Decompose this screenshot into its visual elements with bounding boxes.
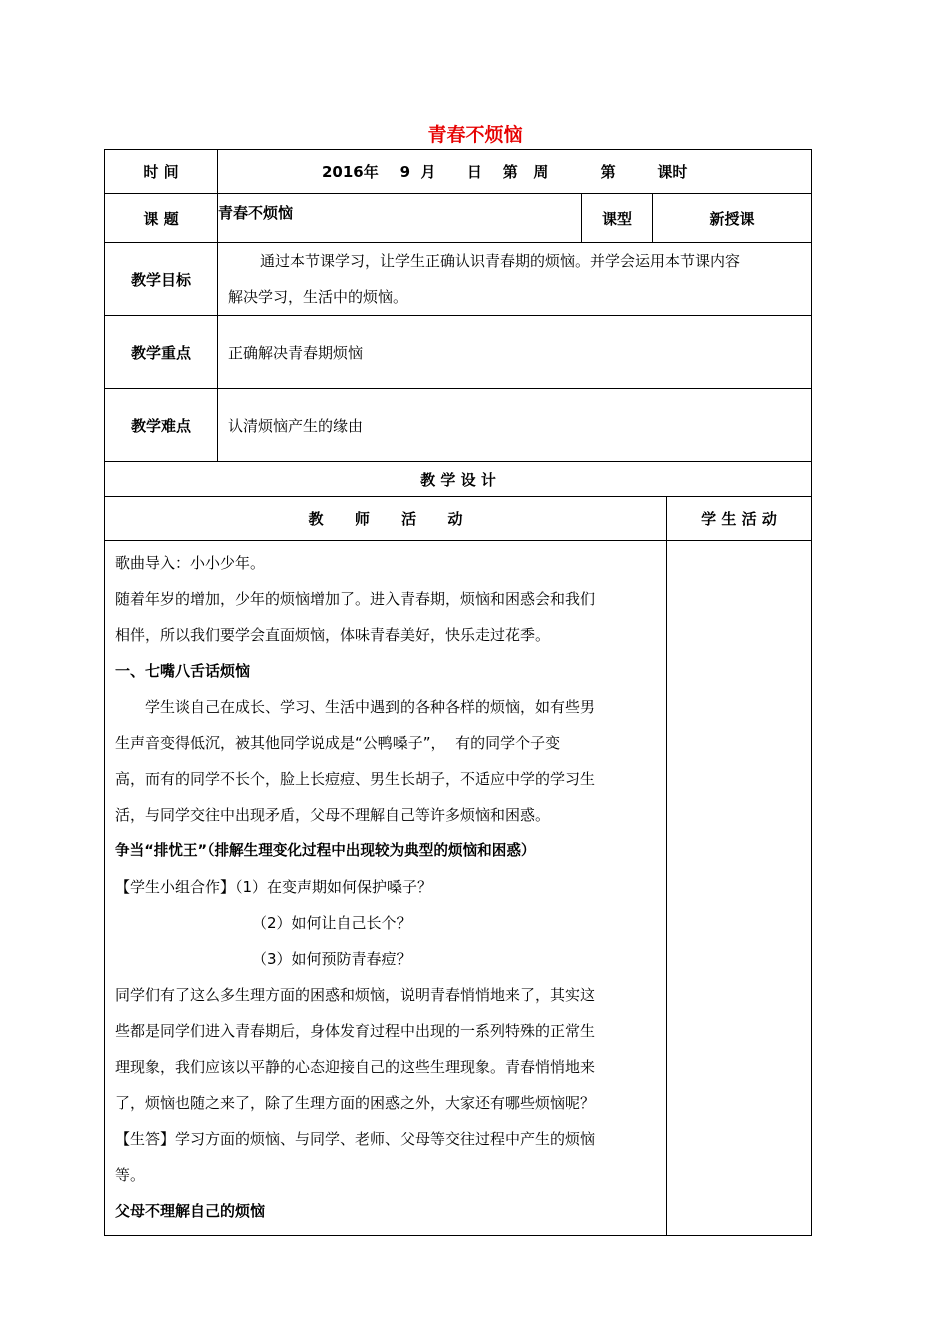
- section-heading: 一、七嘴八舌话烦恼: [115, 662, 251, 680]
- page-title: 青春不烦恼: [427, 124, 523, 146]
- time-row: [105, 150, 812, 194]
- topic-label: 课 题: [105, 194, 218, 243]
- goal-row: [105, 243, 812, 316]
- para-line: 【生答】学习方面的烦恼、与同学、老师、父母等交往过程中产生的烦恼: [115, 1130, 596, 1148]
- design-heading: 教 学 设 计: [105, 462, 812, 497]
- section-heading: 父母不理解自己的烦恼: [115, 1202, 266, 1220]
- topic-row: [105, 194, 812, 243]
- para-line: 些都是同学们进入青春期后，身体发育过程中出现的一系列特殊的正常生: [115, 1022, 596, 1040]
- para-line: 学生谈自己在成长、学习、生活中遇到的各种各样的烦恼，如有些男: [145, 698, 596, 716]
- para-line: 理现象，我们应该以平静的心态迎接自己的这些生理现象。青春悄悄地来: [115, 1058, 596, 1076]
- para-line: 相伴，所以我们要学会直面烦恼，体味青春美好，快乐走过花季。: [115, 626, 551, 644]
- key-point-label: 教学重点: [105, 316, 218, 389]
- teacher-activity-content: [105, 541, 667, 1236]
- activity-header-row: [105, 497, 812, 541]
- goal-line-1: 通过本节课学习，让学生正确认识青春期的烦恼。并学会运用本节课内容: [260, 252, 741, 270]
- para-line: 活，与同学交往中出现矛盾，父母不理解自己等许多烦恼和困惑。: [115, 806, 551, 824]
- para-line: 生声音变得低沉，被其他同学说成是“公鸭嗓子”， 有的同学个子变: [115, 734, 561, 752]
- topic-value: 青春不烦恼: [218, 194, 582, 243]
- difficulty-row: [105, 389, 812, 462]
- key-point-row: [105, 316, 812, 389]
- section-heading: 争当“排忧王”（排解生理变化过程中出现较为典型的烦恼和困惑）: [115, 842, 536, 859]
- lesson-type-label: 课型: [582, 194, 653, 243]
- intro-line: 歌曲导入：小小少年。: [115, 554, 266, 572]
- question-line: 【学生小组合作】（1）在变声期如何保护嗓子？: [115, 878, 433, 896]
- goal-value: [218, 243, 812, 316]
- para-line: 随着年岁的增加，少年的烦恼增加了。进入青春期，烦恼和困惑会和我们: [115, 590, 596, 608]
- time-label: 时 间: [105, 150, 218, 194]
- para-line: 等。: [115, 1166, 146, 1184]
- question-line: （2）如何让自己长个？: [252, 914, 412, 932]
- goal-label: 教学目标: [105, 243, 218, 316]
- student-activity-heading: 学 生 活 动: [667, 497, 812, 541]
- para-line: 同学们有了这么多生理方面的困惑和烦恼，说明青春悄悄地来了，其实这: [115, 986, 596, 1004]
- time-value-cell: [218, 150, 812, 194]
- design-row: [105, 462, 812, 497]
- lesson-type-value: 新授课: [653, 194, 812, 243]
- para-line: 高，而有的同学不长个，脸上长痘痘、男生长胡子，不适应中学的学习生: [115, 770, 596, 788]
- teacher-activity-heading: 教 师 活 动: [105, 497, 667, 541]
- difficulty-value: 认清烦恼产生的缘由: [218, 389, 812, 462]
- lesson-plan-table: [104, 149, 812, 1236]
- time-value: 2016年 9 月 日 第 周 第 课时: [322, 163, 688, 181]
- activity-content-row: [105, 541, 812, 1236]
- difficulty-label: 教学难点: [105, 389, 218, 462]
- key-point-value: 正确解决青春期烦恼: [218, 316, 812, 389]
- student-activity-content: [667, 541, 812, 1236]
- question-line: （3）如何预防青春痘？: [252, 950, 412, 968]
- goal-line-2: 解决学习，生活中的烦恼。: [228, 288, 409, 306]
- para-line: 了，烦恼也随之来了，除了生理方面的困惑之外，大家还有哪些烦恼呢？: [115, 1094, 596, 1112]
